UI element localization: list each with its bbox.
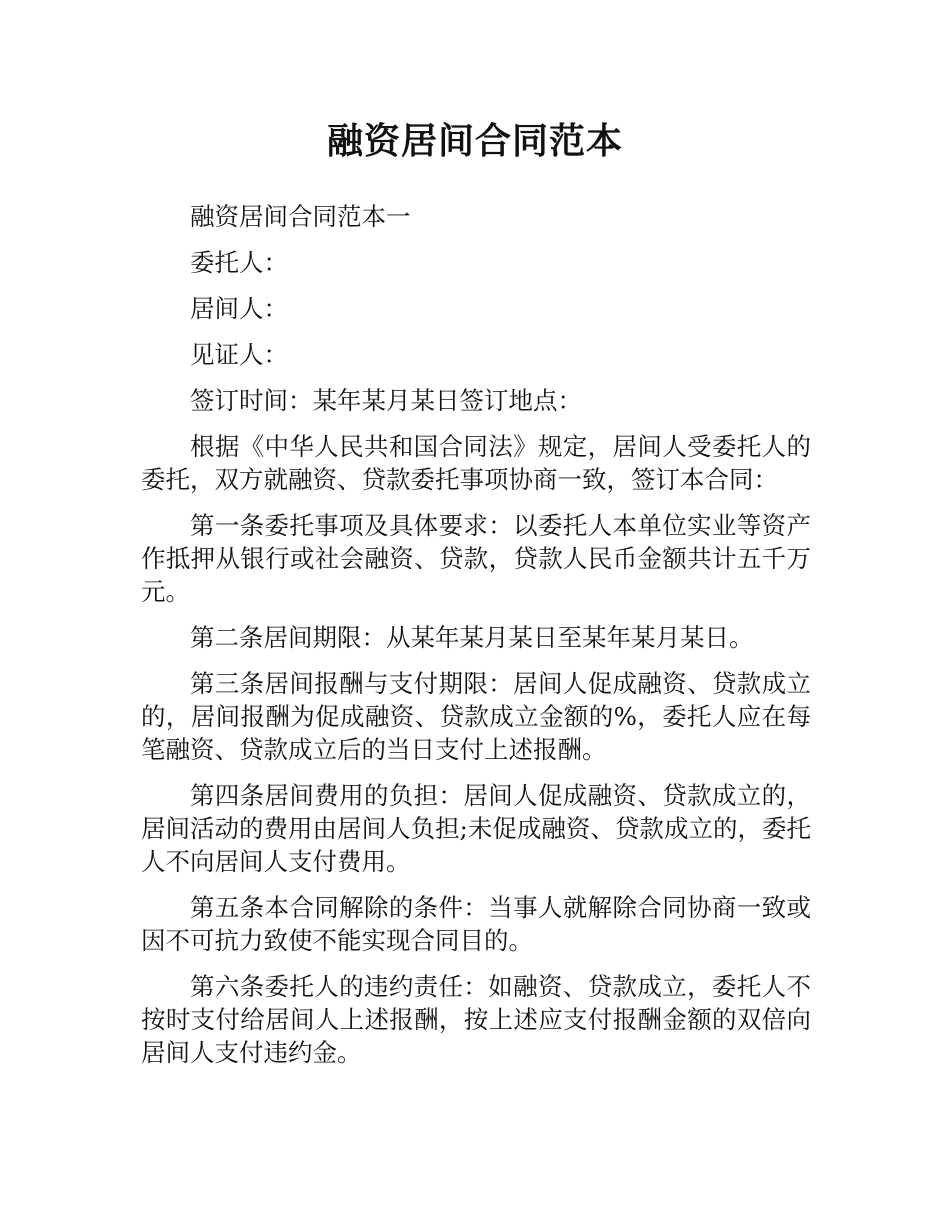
article-2-paragraph: 第二条居间期限：从某年某月某日至某年某月某日。	[190, 623, 754, 652]
article-4-paragraph: 第四条居间费用的负担：居间人促成融资、贷款成立的，居间活动的费用由居间人负担;未促成融资、贷款成立的，委托人不向居间人支付费用。	[141, 781, 811, 876]
document-body	[141, 200, 811, 1082]
intermediary-field: 居间人：	[190, 294, 288, 323]
witness-field: 见证人：	[190, 340, 288, 369]
article-3-paragraph: 第三条居间报酬与支付期限：居间人促成融资、贷款成立的，居间报酬为促成融资、贷款成立金额的%，委托人应在每笔融资、贷款成立后的当日支付上述报酬。	[141, 669, 811, 764]
page-title: 融资居间合同范本	[326, 121, 623, 162]
article-6-paragraph: 第六条委托人的违约责任：如融资、贷款成立，委托人不按时支付给居间人上述报酬，按上述应支付报酬金额的双倍向居间人支付违约金。	[141, 972, 811, 1067]
article-5-paragraph: 第五条本合同解除的条件：当事人就解除合同协商一致或因不可抗力致使不能实现合同目的。	[141, 893, 811, 955]
article-1-paragraph: 第一条委托事项及具体要求：以委托人本单位实业等资产作抵押从银行或社会融资、贷款，贷款人民币金额共计五千万元。	[141, 511, 811, 606]
preamble-paragraph: 根据《中华人民共和国合同法》规定，居间人受委托人的委托，双方就融资、贷款委托事项协商一致，签订本合同：	[141, 432, 811, 494]
signing-info-field: 签订时间：某年某月某日签订地点：	[190, 386, 582, 415]
subtitle-paragraph: 融资居间合同范本一	[190, 202, 411, 231]
client-field: 委托人：	[190, 248, 288, 277]
